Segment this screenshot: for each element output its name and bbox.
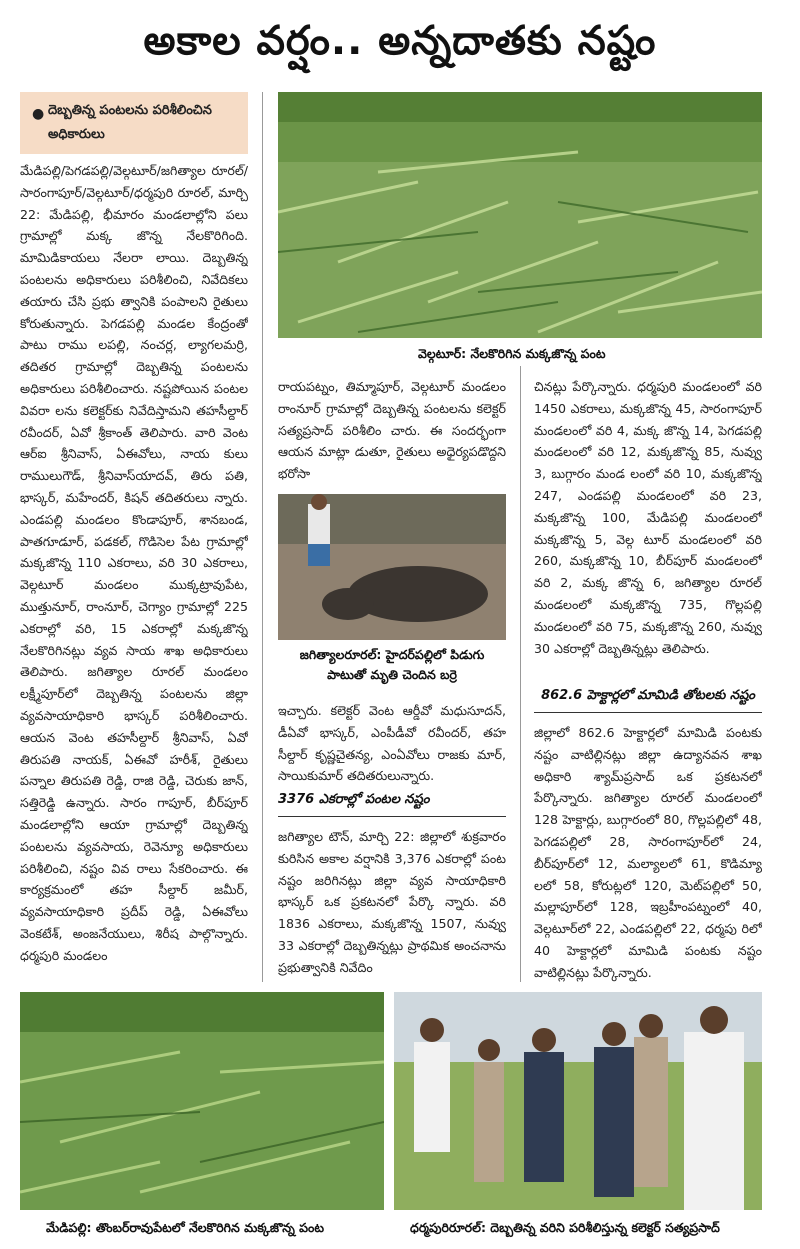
photo-2-caption: జగిత్యాలరూరల్: హైదర్‌పల్లిలో పిడుగు పాటుతో మృతి చెందిన బర్రె	[299, 647, 485, 682]
photo-flattened-maize-medipalli	[20, 992, 384, 1210]
subhead-underline	[278, 816, 506, 817]
column-2-bottom-text	[278, 826, 506, 982]
subhead-mango-loss: 862.6 హెక్టార్లలో మామిడి తోటలకు నష్టం	[541, 688, 755, 703]
column-3-bottom-text	[534, 722, 762, 982]
photo-1-caption: వెల్గటూర్: నేలకొరిగిన మక్కజొన్న పంట	[418, 346, 606, 361]
column-3-top-text	[534, 376, 762, 668]
photo-flattened-maize-velgatur	[278, 92, 762, 338]
photo-dead-buffalo	[278, 494, 506, 640]
headline: అకాల వర్షం.. అన్నదాతకు నష్టం	[143, 18, 657, 64]
column-divider	[520, 366, 521, 982]
column-2-top-paragraph: రాయపట్నం, తిమ్మాపూర్, వెల్గటూర్ మండలం రాంనూర్ గ్రామాల్లో దెబ్బతిన్న పంటలను కలెక్టర్ సత్యప్రసాద్ పరిశీలిం చారు. ఈ సందర్భంగా ఆయన మాట్లా డుతూ, రైతులు అధైర్యపడొద్దని భరోసా	[278, 379, 506, 482]
highlight-box	[20, 92, 248, 154]
column-1-paragraph: మేడిపల్లి/పెగడపల్లి/వెల్గటూర్/జగిత్యాల రూరల్/సారంగాపూర్/వెల్గటూర్/ధర్మపురి రూరల్, మార్చి 22: మేడిపల్లి, భీమారం మండలాల్లోని పలు గ్రామాల్లో మక్క జొన్న నేలకొరిగింది. మామిడికాయలు నేలరా లాయి. దెబ్బతిన్న పంటలను అధికారులు పరిశీలించి, నివేదికలు తయారు చేసి ప్రభు త్వానికి పంపాలని రైతులు కోరుతున్నారు. పెగడపల్లి మండల కేంద్రంతో పాటు రాము లపల్లి, నంచర్ల, ల్యాగలమర్రి, తదితర గ్రామాల్లో దెబ్బతిన్న పంటలను అధికారులు పరిశీలించారు. నష్టపోయిన పంటల వివరా లను కలెక్టర్‌కు నివేదిస్తామని తహసీల్దార్ రవీందర్, ఏవో శ్రీకాంత్ తెలిపారు. వారి వెంట ఆర్‌ఐ శ్రీనివాస్, ఏఈవోలు, నాయ కులు రాములుగౌడ్, శ్రీనివాస్‌యాదవ్, తిరు పతి, భాస్కర్, మహేందర్, కిషన్ తదితరులు న్నారు. ఎండపల్లి మండలం కొండాపూర్, శానబండ, పాతగూడూర్, పడకల్, గొడిసెల పేట గ్రామాల్లో మక్కజొన్న 110 ఎకరాలు, వరి 30 ఎకరాలు, వెల్గటూర్ మండలం ముక్కట్రావుపేట, ముత్తునూర్, రాంనూర్, చెగ్యాం గ్రామాల్లో 225 ఎకరాల్లో వరి, 15 ఎకరాల్లో మక్కజొన్న నేలకొరిగినట్లు వ్యవ సాయ శాఖ అధికారులు తెలిపారు. జగిత్యాల రూరల్ మండలం లక్ష్మీపూర్‌లో దెబ్బతిన్న పంటలను జిల్లా వ్యవసాయాధికారి భాస్కర్ పరిశీలించారు. ఆయన వెంట తహసీల్దార్ శ్రీనివాస్, ఏవో తిరుపతి నాయక్, ఏఈవో హరీశ్, రైతులు పన్నాల తిరుపతి రెడ్డి, రాజి రెడ్డి, చెరుకు జాన్, సత్తిరెడ్డి ఉన్నారు. సారం గాపూర్, బీర్‌పూర్ మండలాల్లోని ఆయా గ్రామాల్లో దెబ్బతిన్న పంటలను వ్యవసాయ, రెవెన్యూ అధికారులు పరిశీలించి, నష్టం వివ రాలు సేకరించారు. ఈ కార్యక్రమంలో తహ సీల్దార్ జమీర్, వ్యవసాయాధికారి ప్రదీప్ రెడ్డి, ఏఈవోలు వెంకటేశ్, అంజనేయులు, శిరీష పాల్గొన్నారు. ధర్మపురి మండలం	[20, 163, 248, 963]
subhead-3376-acres: 3376 ఎకరాల్లో పంటల నష్టం	[278, 792, 430, 807]
bullet-icon: ●	[32, 106, 45, 122]
subhead-underline	[534, 712, 762, 713]
photo-3-caption: మేడిపల్లి: తొంబర్‌రావుపేటలో నేలకొరిగిన మక్కజొన్న పంట	[46, 1220, 324, 1235]
photo-collector-inspecting-paddy	[394, 992, 762, 1210]
column-3-top-paragraph: చినట్లు పేర్కొన్నారు. ధర్మపురి మండలంలో వరి 1450 ఎకరాలు, మక్కజొన్న 45, సారంగాపూర్ మండలంలో వరి 4, మక్క జొన్న 14, పెగడపల్లి మండలంలో వరి 12, మక్కజొన్న 85, నువ్వు 3, బుగ్గారం మండ లంలో వరి 10, మక్కజొన్న 247, ఎండపల్లి మండలంలో వరి 23, మక్కజొన్న 100, మేడిపల్లి మండలంలో మక్కజొన్న 5, వెల్గ టూర్ మండలంలో వరి 260, మక్కజొన్న 10, బీర్‌పూర్ మండలంలో వరి 2, మక్క జొన్న 6, జగిత్యాల రూరల్ మండలంలో మక్కజొన్న 735, గొల్లపల్లి మండలంలో వరి 75, మక్కజొన్న 260, నువ్వు 30 ఎకరాల్లో దెబ్బతిన్నట్లు తెలిపారు.	[534, 379, 762, 656]
column-divider	[262, 92, 263, 982]
column-2-top-text	[278, 376, 506, 485]
column-1-text	[20, 160, 248, 982]
photo-4-caption: ధర్మపురిరూరల్: దెబ్బతిన్న వరిని పరిశీలిస్తున్న కలెక్టర్ సత్యప్రసాద్	[410, 1220, 720, 1235]
highlight-text: దెబ్బతిన్న పంటలను పరిశీలించిన అధికారులు	[48, 103, 212, 142]
column-2-mid-text	[278, 700, 506, 787]
column-2-bottom-paragraph: జగిత్యాల టౌన్, మార్చి 22: జిల్లాలో శుక్రవారం కురిసిన అకాల వర్షానికి 3,376 ఎకరాల్లో పంట నష్టం జరిగినట్లు జిల్లా వ్యవ సాయాధికారి భాస్కర్ ఒక ప్రకటనలో పేర్కొ న్నారు. వరి 1836 ఎకరాలు, మక్కజొన్న 1507, నువ్వు 33 ఎకరాల్లో దెబ్బతిన్నట్లు ప్రాథమిక అంచనాను ప్రభుత్వానికి నివేదిం	[278, 829, 506, 975]
column-3-bottom-paragraph: జిల్లాలో 862.6 హెక్టార్లలో మామిడి పంటకు నష్టం వాటిల్లినట్లు జిల్లా ఉద్యానవన శాఖ అధికారి శ్యామ్‌ప్రసాద్ ఒక ప్రకటనలో పేర్కొన్నారు. జగిత్యాల రూరల్ మండలంలో 128 హెక్టార్లు, బుగ్గారంలో 80, గొల్లపల్లిలో 48, పెగడపల్లిలో 28, సారంగాపూర్‌లో 24, బీర్‌పూర్‌లో 12, మల్యాలలో 61, కొడిమ్యా లలో 58, కోరుట్లలో 120, మెట్‌పల్లిలో 50, మల్లాపూర్‌లో 128, ఇబ్రహీంపట్నంలో 40, వెల్గటూర్‌లో 22, ఎండపల్లిలో 22, ధర్మపు రిలో 40 హెక్టార్లలో మామిడి పంటకు నష్టం వాటిల్లినట్లు పేర్కొన్నారు.	[534, 725, 762, 980]
column-2-mid-paragraph: ఇచ్చారు. కలెక్టర్ వెంట ఆర్డీవో మధుసూదన్, డీఏవో భాస్కర్, ఎంపీడీవో రవీందర్, తహ సీల్దార్ కృష్ణచైతన్య, ఎంఏవోలు రాజకు మార్, సాయికుమార్ తదితరులున్నారు.	[278, 703, 506, 784]
